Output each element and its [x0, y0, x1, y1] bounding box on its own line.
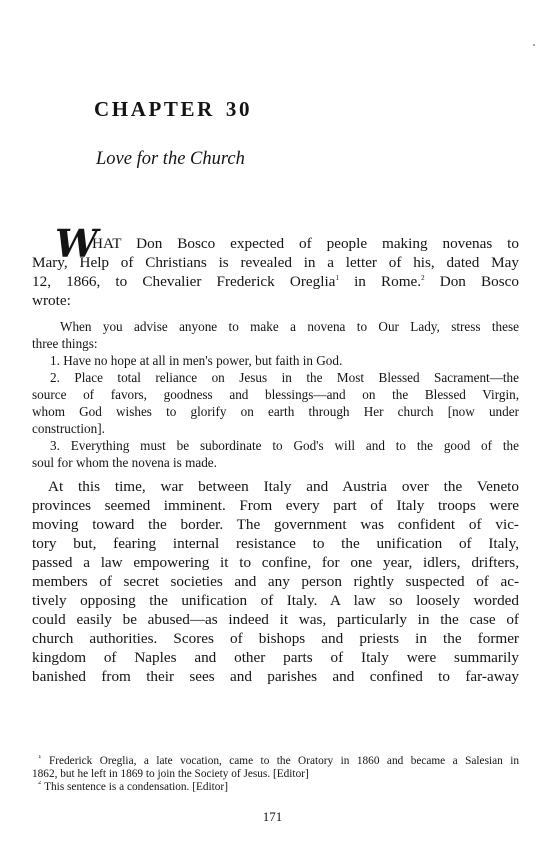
chapter-label: CHAPTER: [94, 97, 215, 121]
paragraph-line: could easily be abused—as indeed it was, particularly in the case of: [32, 611, 519, 628]
intro-line: [32, 272, 519, 291]
intro-text: in Rome.: [338, 273, 422, 290]
intro-text: Don Bosco: [424, 273, 519, 290]
page-number: 171: [262, 809, 283, 824]
drop-cap-initial: W: [55, 221, 94, 266]
quote-line: construction].: [32, 421, 105, 436]
paragraph-line: kingdom of Naples and other parts of Italy were summarily: [32, 649, 519, 666]
footnote-line: 1862, but he left in 1869 to join the Society of Jesus. [Editor]: [32, 768, 309, 780]
footnote-line: [38, 755, 519, 768]
footnote-ref-1: 1: [335, 274, 339, 282]
quote-line: 1. Have no hope at all in men's power, but faith in God.: [50, 353, 343, 368]
footnote-mark-1: 1: [38, 755, 42, 760]
intro-paragraph: [32, 234, 519, 329]
intro-line: Mary, Help of Christians is revealed in a letter of his, dated May: [32, 254, 519, 271]
quote-line: When you advise anyone to make a novena to Our Lady, stress these: [60, 319, 519, 334]
chapter-title: Love for the Church: [96, 149, 245, 169]
chapter-number: 30: [225, 97, 253, 121]
paragraph-line: moving toward the border. The government was confident of vic-: [32, 516, 519, 533]
paragraph-line: church authorities. Scores of bishops and priests in the former: [32, 630, 519, 647]
paragraph-line: passed a law empowering it to confine, for one year, idlers, drifters,: [32, 554, 519, 571]
intro-line: HAT Don Bosco expected of people making novenas to: [92, 235, 519, 252]
intro-line: wrote:: [32, 292, 71, 309]
footnote-ref-2: 2: [421, 274, 425, 282]
quote-line: whom God wishes to glorify on earth through Her church [now under: [32, 404, 519, 419]
main-paragraph: [32, 477, 519, 689]
paragraph-line: members of secret societies and any person rightly suspected of ac-: [32, 573, 519, 590]
paragraph-line: provinces seemed imminent. From every part of Italy troops were: [32, 497, 519, 514]
footnote-text: Frederick Oreglia, a late vocation, came to the Oratory in 1860 and became a Salesian in: [48, 755, 519, 767]
quote-line: three things:: [32, 336, 98, 351]
footnote-mark-2: 2: [38, 781, 42, 786]
block-quote: [32, 318, 519, 478]
quote-line: 3. Everything must be subordinate to God's will and to the good of the: [50, 438, 519, 453]
chapter-heading: [94, 97, 252, 122]
footnotes: [32, 755, 519, 795]
quote-line: soul for whom the novena is made.: [32, 455, 217, 470]
footnote-text: This sentence is a condensation. [Editor]: [44, 781, 228, 793]
scan-speck: [533, 44, 535, 46]
paragraph-line: tively opposing the unification of Italy. A law so loosely worded: [32, 592, 519, 609]
quote-line: 2. Place total reliance on Jesus in the Most Blessed Sacrament—the: [50, 370, 519, 385]
intro-text: 12, 1866, to Chevalier Frederick Oreglia: [32, 273, 336, 290]
paragraph-line: tory but, fearing internal resistance to the unification of Italy,: [32, 535, 519, 552]
footnote-line: [38, 781, 519, 794]
paragraph-line: At this time, war between Italy and Austria over the Veneto: [48, 478, 519, 495]
quote-line: source of favors, goodness and blessings—and on the Blessed Virgin,: [32, 387, 519, 402]
paragraph-line: banished from their sees and parishes and confined to far-away: [32, 668, 519, 685]
